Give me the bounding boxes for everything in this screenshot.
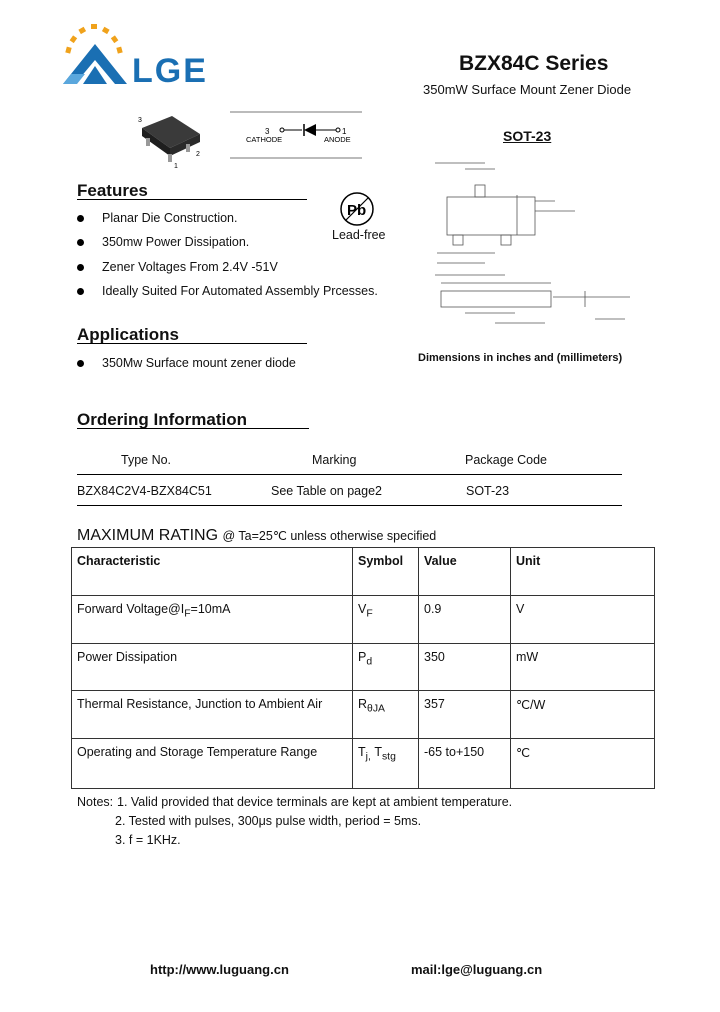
features-divider [77,199,307,200]
sun-ray [111,35,119,43]
features-heading: Features [77,181,148,200]
cathode-label: CATHODE [246,135,283,144]
pin-label: 1 [174,163,178,170]
pin-label: 3 [138,117,142,124]
characteristic-cell: Thermal Resistance, Junction to Ambient Air [72,691,353,739]
cathode-pin-number: 3 [265,127,270,136]
table-row [72,739,655,789]
value-cell: 357 [419,691,511,739]
symbol-cell: $P_d$ [353,644,419,691]
ordering-header-type: Type No. [121,453,172,467]
header-unit: Unit [511,548,655,596]
symbol-cell: $V_F$ [353,596,419,644]
characteristic-cell: Forward $Voltage@I_F=10mA$ [72,596,353,644]
ordering-header-rule [77,474,622,475]
ordering-header-package: Package Code [465,453,548,467]
page-subtitle: 350mW Surface Mount Zener Diode [423,82,632,97]
sun-ray [65,47,71,54]
header-value: Value [419,548,511,596]
footer-url-link[interactable]: http://www.luguang.cn [150,962,289,977]
feature-item: Planar Die Construction. [102,211,238,225]
feature-item: Zener Voltages From 2.4V -51V [102,260,278,274]
characteristic-cell: Operating and Storage Temperature Range [72,739,353,789]
rating-title [77,527,436,545]
sot23-package-image [132,108,212,170]
ordering-type-value: BZX84C2V4-BZX84C51 [77,484,212,498]
sun-ray [78,27,86,34]
ordering-marking-value: See Table on page2 [271,484,382,498]
sun-ray [102,27,110,34]
symbol-cell: $R_{\theta JA}$ [353,691,419,739]
logo-roof-accent [63,74,85,84]
rating-table [71,547,655,789]
sun-ray [70,35,78,43]
logo-text: LGE [132,52,208,90]
footer-mail-link[interactable]: mail:lge@luguang.cn [411,962,543,977]
page-title: BZX84C Series [459,52,609,75]
note-item: 2. Tested with pulses, 300μs pulse width, period = 5ms. [115,814,422,828]
value-cell: -65 to+150 [419,739,511,789]
unit-cell: ℃/W [511,691,655,739]
rating-condition: @ Ta=25℃ unless otherwise specified [222,529,437,543]
lead-free-icon [338,190,376,228]
table-row [72,644,655,691]
ordering-header-marking: Marking [312,453,357,467]
applications-divider [77,343,307,344]
header-characteristic: Characteristic [72,548,353,596]
feature-item: Ideally Suited For Automated Assembly Prcesses. [102,284,378,298]
unit-cell: V [511,596,655,644]
rating-header-row [72,548,655,596]
unit-cell: ℃ [511,739,655,789]
ordering-heading: Ordering Information [77,410,247,429]
dimension-drawing [435,155,635,335]
applications-heading: Applications [77,325,180,344]
sun-ray [116,47,122,54]
application-item: 350Mw Surface mount zener diode [102,356,296,370]
value-cell: 350 [419,644,511,691]
anode-label: ANODE [324,135,351,144]
anode-pin-number: 1 [342,127,347,136]
value-cell: 0.9 [419,596,511,644]
ordering-divider [77,428,309,429]
ordering-package-value: SOT-23 [466,484,510,498]
unit-cell: mW [511,644,655,691]
zener-schematic [230,110,362,160]
rating-heading: MAXIMUM RATING [77,527,219,544]
lge-logo-icon [55,22,135,90]
ordering-bottom-rule [77,505,622,506]
lead-free-label: Lead-free [332,228,386,242]
table-row [72,691,655,739]
dimensions-caption: Dimensions in inches and (millimeters) [418,352,623,364]
table-row [72,596,655,644]
note-item: 3. f = 1KHz. [115,833,181,847]
header-symbol: Symbol [353,548,419,596]
pb-symbol: Pb [347,202,367,219]
pin-label: 2 [196,151,200,158]
note-item: 1. Valid provided that device terminals are kept at ambient temperature. [117,795,513,809]
sun-ray [91,24,97,29]
package-title: SOT-23 [503,128,552,144]
notes-prefix: Notes: [77,795,114,809]
feature-item: 350mw Power Dissipation. [102,235,250,249]
symbol-cell: $T_{j,}$ $T_{stg}$ [353,739,419,789]
characteristic-cell: Power Dissipation [72,644,353,691]
